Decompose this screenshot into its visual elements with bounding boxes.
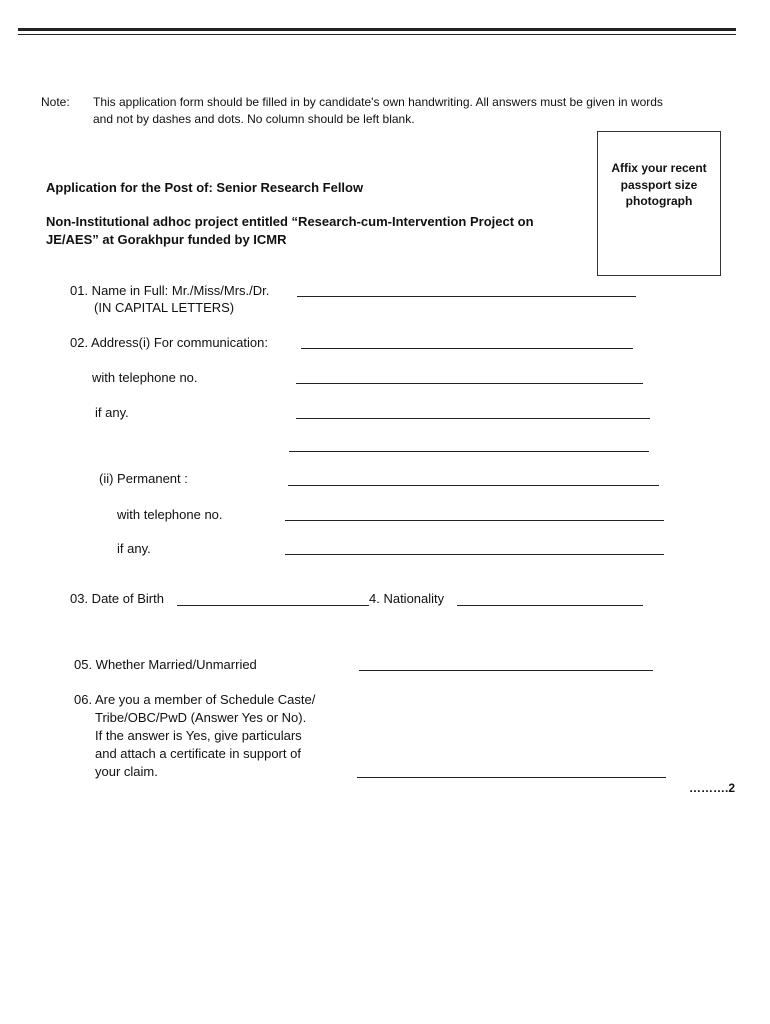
category-line-1: 06. Are you a member of Schedule Caste/ — [74, 692, 316, 707]
name-sub-label: (IN CAPITAL LETTERS) — [94, 300, 235, 315]
permanent-label: (ii) Permanent : — [99, 471, 188, 486]
category-line-3: If the answer is Yes, give particulars — [95, 728, 302, 743]
dob-label: 03. Date of Birth — [70, 591, 164, 606]
permanent-field-2[interactable] — [285, 520, 664, 521]
name-field[interactable] — [297, 296, 636, 297]
post-title: Application for the Post of: Senior Research Fellow — [46, 180, 364, 195]
permanent-if-any-label: if any. — [117, 541, 151, 556]
address-field-3[interactable] — [296, 418, 650, 419]
nationality-label: 4. Nationality — [369, 591, 445, 606]
permanent-field-1[interactable] — [288, 485, 659, 486]
top-rule-thick — [18, 28, 736, 31]
category-line-5: your claim. — [95, 764, 158, 779]
photo-box-line-1: Affix your recent — [611, 161, 707, 175]
married-field[interactable] — [359, 670, 653, 671]
permanent-field-3[interactable] — [285, 554, 664, 555]
note-line-1: This application form should be filled in by candidate's own handwriting. All answers must be given in words — [93, 95, 663, 109]
note-label: Note: — [41, 95, 70, 109]
permanent-telephone-label: with telephone no. — [117, 507, 223, 522]
page-continuation: ……….2 — [689, 781, 736, 795]
category-line-2: Tribe/OBC/PwD (Answer Yes or No). — [95, 710, 307, 725]
photo-box-line-2: passport size — [620, 177, 698, 192]
category-field[interactable] — [357, 777, 666, 778]
address-telephone-label: with telephone no. — [92, 370, 198, 385]
top-rule-thin — [18, 34, 736, 35]
address-field-4[interactable] — [289, 451, 649, 452]
address-field-2[interactable] — [296, 383, 643, 384]
category-line-4: and attach a certificate in support of — [95, 746, 301, 761]
photo-box-line-3: photograph — [625, 194, 693, 208]
address-field-1[interactable] — [301, 348, 633, 349]
note-line-2: and not by dashes and dots. No column should be left blank. — [93, 112, 415, 126]
project-line-1: Non-Institutional adhoc project entitled “Research-cum-Intervention Project on — [46, 214, 534, 229]
photo-box-instructions — [598, 160, 720, 210]
project-line-2: JE/AES” at Gorakhpur funded by ICMR — [46, 232, 287, 247]
name-label: 01. Name in Full: Mr./Miss/Mrs./Dr. — [70, 283, 270, 298]
married-label: 05. Whether Married/Unmarried — [74, 657, 257, 672]
dob-field[interactable] — [177, 605, 369, 606]
address-if-any-label: if any. — [95, 405, 129, 420]
photo-box[interactable] — [597, 131, 721, 276]
nationality-field[interactable] — [457, 605, 643, 606]
address-label: 02. Address(i) For communication: — [70, 335, 268, 350]
